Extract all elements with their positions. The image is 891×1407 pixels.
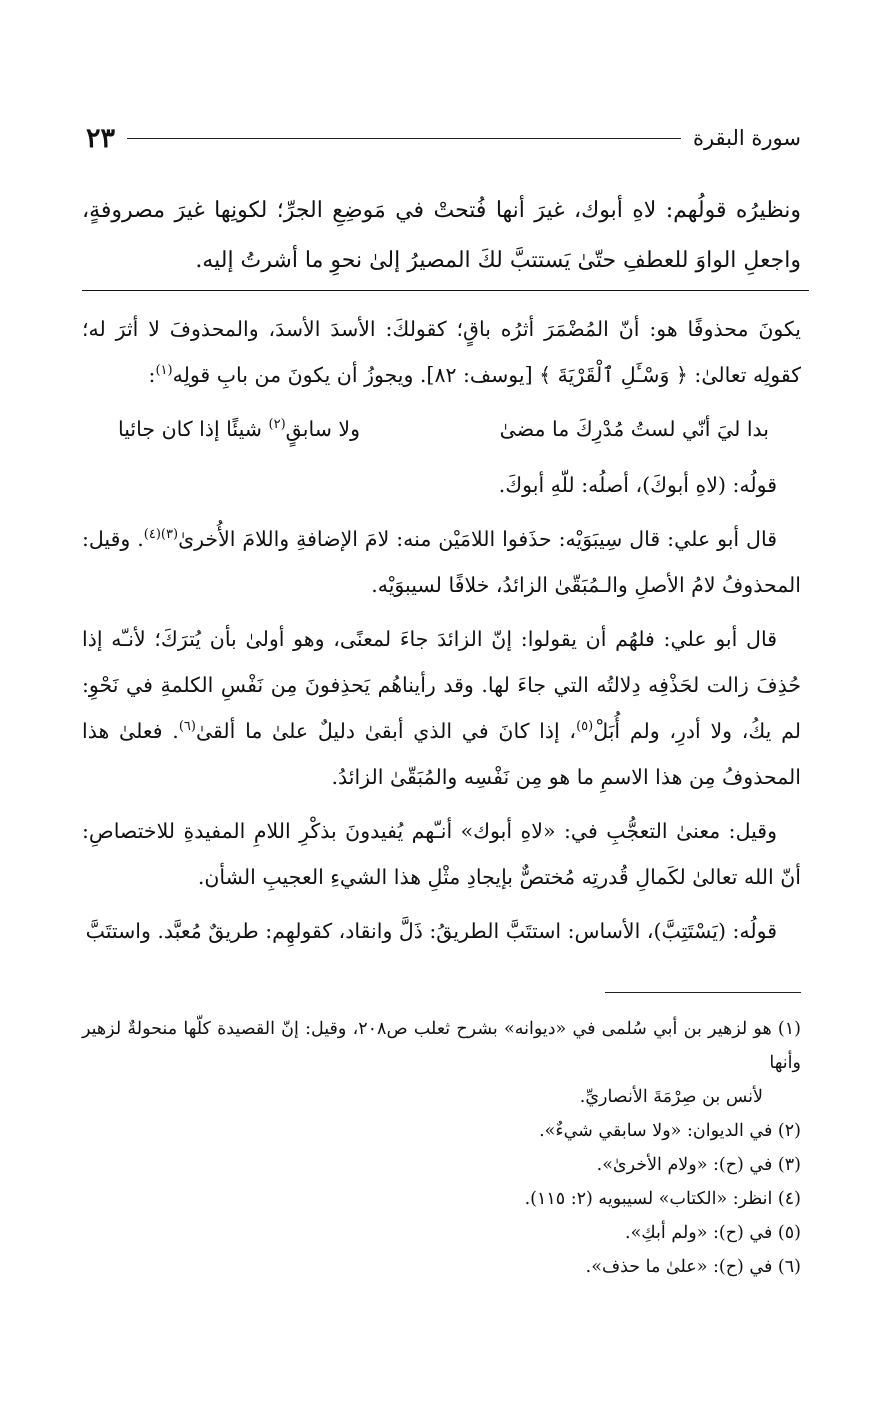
commentary-paragraph: قال أبو علي: قال سِيبَوَيْه: حذَفوا اللامَيْن منه: لامَ الإضافةِ واللامَ الأُخرىٰ$^{(٣)(٤)}$. وقيل: المحذوفُ لامُ الأصلِ والـمُبَقّىٰ الزائدُ، خلافًا لسيبوَيْه. bbox=[82, 527, 801, 597]
header-surah-title: سورة البقرة bbox=[692, 126, 801, 150]
footnote-ref: (٤) bbox=[143, 527, 161, 543]
footnote-ref: (٢) bbox=[268, 417, 286, 433]
commentary-paragraph: قولُه: (لاهِ أبوكَ)، أصلُه: للّهِ أبوكَ. bbox=[498, 473, 777, 497]
commentary-paragraph: وقيل: معنىٰ التعجُّبِ في: «لاهِ أبوك» أنـّهم يُفيدونَ بذكْرِ اللامِ المفيدةِ للاختصاصِ: أنّ الله تعالىٰ لكَمالِ قُدرتِه مُختصٌّ بإيجادِ مثْلِ هذا الشيءِ العجيبِ الشأن. bbox=[82, 819, 801, 889]
commentary-paragraph: يكونَ محذوفًا هو: أنّ المُضْمَرَ أثرُه باقٍ؛ كقولكَ: الأسدَ الأسدَ، والمحذوفَ لا أثرَ له؛ كقولِه تعالىٰ: ﴿ وَسْـَٔلِ ٱلْقَرْيَةَ ﴾ [يوسف: ٨٢]. ويجوزُ أن يكونَ من بابِ قولِه$^{(١)}$: bbox=[82, 317, 801, 387]
verse-first-hemistich: بدا ليَ أنّي لستُ مُدْرِكَ ما مضىٰ bbox=[499, 417, 769, 441]
footnote: (٣) في (ح): «ولام الأخرىٰ». bbox=[596, 1155, 801, 1175]
running-header bbox=[86, 118, 801, 158]
footnote-ref: (٣) bbox=[160, 527, 179, 543]
footnote: (٥) في (ح): «ولم أبكِ». bbox=[625, 1223, 801, 1243]
footnote-ref: (٥) bbox=[576, 719, 594, 735]
footnote: (٢) في الديوان: «ولا سابقي شيءٌ». bbox=[539, 1121, 801, 1141]
footnote: (٦) في (ح): «علىٰ ما حذف». bbox=[585, 1257, 801, 1277]
commentary bbox=[82, 306, 801, 962]
verse-second-hemistich: ولا سابقٍ$^{(٢)}$ شيئًا إذا كان جائيا bbox=[118, 417, 360, 441]
text-separator-rule bbox=[82, 290, 809, 291]
footnote-ref: (١) bbox=[155, 363, 173, 379]
footnote: (١) هو لزهير بن أبي سُلمى في «ديوانه» بشرح ثعلب ص٢٠٨، وقيل: إنّ القصيدة كلّها منحولةٌ لزهير وأنها لأنس بن صِرْمَةَ الأنصاريِّ. bbox=[82, 1019, 801, 1107]
header-rule bbox=[127, 138, 681, 139]
commentary-paragraph: قولُه: (يَسْتَتِبَّ)، الأساس: استتَبَّ الطريقُ: ذَلَّ وانقاد، كقولهِم: طريقٌ مُعبَّد. واستتَبَّ bbox=[85, 919, 777, 943]
page-number: ٢٣ bbox=[86, 122, 116, 154]
poetry-verse bbox=[82, 406, 801, 452]
footnotes bbox=[82, 1012, 801, 1284]
footnote-rule bbox=[605, 992, 801, 993]
commentary-paragraph: قال أبو علي: فلهُم أن يقولوا: إنّ الزائدَ جاءَ لمعنًى، وهو أولىٰ بأن يُترَكَ؛ لأنـّه إذا حُذِفَ زالت لحَذْفِه دِلالتُه التي جاءَ لها. وقد رأيناهُم يَحذِفونَ مِن نَفْسِ الكلمةِ في نَحْوِ: لم يكُ، ولا أدرِ، ولم أُبَلْ$^{(٥)}$، إذا كانَ في الذي أبقىٰ دليلٌ علىٰ ما ألقىٰ$^{(٦)}$. فعلىٰ هذا المحذوفُ مِن هذا الاسمِ ما هو مِن نَفْسِه والمُبَقّىٰ الزائدُ. bbox=[82, 627, 801, 789]
footnote-ref: (٦) bbox=[178, 719, 196, 735]
main-text: ونظيرُه قولُهم: لاهِ أبوك، غيرَ أنها فُتحتْ في مَوضِعِ الجرِّ؛ لكونِها غيرَ مصروفةٍ، واجعلِ الواوَ للعطفِ حتّىٰ يَستتبَّ لكَ المصيرُ إلىٰ نحوِ ما أشرتُ إليه. bbox=[82, 198, 801, 273]
footnote: (٤) انظر: «الكتاب» لسيبويه (٢: ١١٥). bbox=[524, 1189, 801, 1209]
